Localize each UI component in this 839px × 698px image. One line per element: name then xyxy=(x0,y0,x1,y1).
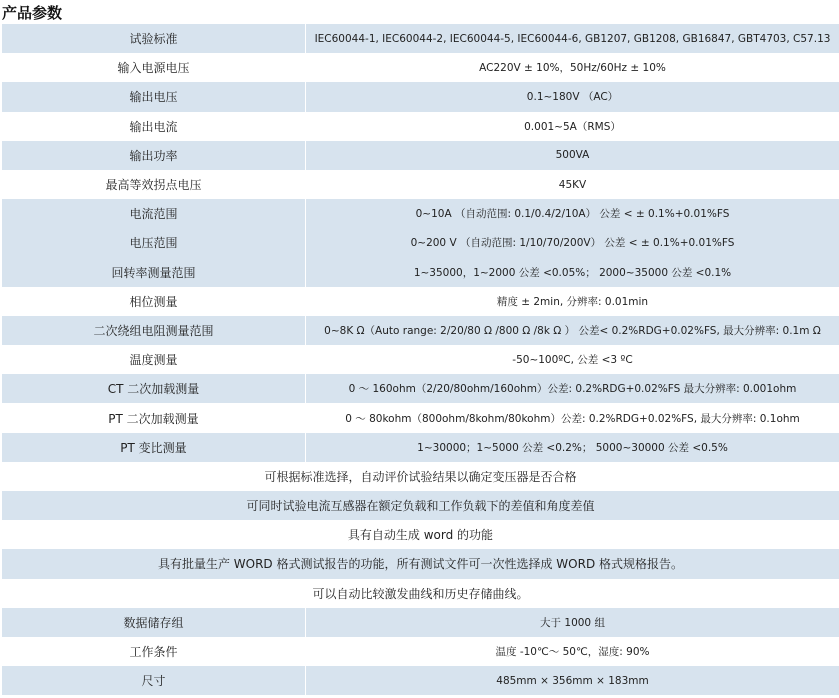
table-row xyxy=(2,608,839,637)
feature-row xyxy=(2,549,839,578)
table-row xyxy=(2,199,839,228)
row-label: 输入电源电压 xyxy=(2,53,306,82)
table-row xyxy=(2,287,839,316)
row-value: 0~200 V （自动范围: 1/10/70/200V） 公差 < ± 0.1%+0.01%FS xyxy=(306,228,839,257)
table-row xyxy=(2,228,839,257)
row-value: 1~30000；1~5000 公差 <0.2%； 5000~30000 公差 <0.5% xyxy=(306,433,839,462)
table-row xyxy=(2,316,839,345)
row-label: 工作条件 xyxy=(2,637,306,666)
row-label: 回转率测量范围 xyxy=(2,258,306,287)
row-value: 0.001~5A（RMS） xyxy=(524,120,621,133)
row-value: 485mm × 356mm × 183mm xyxy=(306,666,839,695)
table-row xyxy=(2,170,839,199)
row-label: PT 变比测量 xyxy=(2,433,306,462)
row-label: 相位测量 xyxy=(2,287,306,316)
row-label: 输出电流 xyxy=(2,112,306,141)
feature-text: 可以自动比较激发曲线和历史存储曲线。 xyxy=(312,586,529,601)
spec-table xyxy=(2,24,839,695)
row-label: CT 二次加载测量 xyxy=(2,374,306,403)
row-value: 0.1~180V （AC） xyxy=(306,82,839,111)
row-value: 温度 -10℃～ 50℃，湿度: 90% xyxy=(495,646,650,659)
feature-row xyxy=(2,520,839,549)
row-label: 电压范围 xyxy=(2,228,306,257)
table-row xyxy=(2,374,839,403)
row-label: 电流范围 xyxy=(2,199,306,228)
row-label: 最高等效拐点电压 xyxy=(2,170,306,199)
row-value: AC220V ± 10%，50Hz/60Hz ± 10% xyxy=(479,62,666,75)
table-row xyxy=(2,637,839,666)
row-value: 1~35000，1~2000 公差 <0.05%； 2000~35000 公差 <0.1% xyxy=(306,258,839,287)
feature-text: 具有批量生产 WORD 格式测试报告的功能，所有测试文件可一次性选择成 WORD 格式规格报告。 xyxy=(2,549,839,578)
table-row xyxy=(2,345,839,374)
row-value: 45KV xyxy=(558,178,587,191)
feature-row xyxy=(2,491,839,520)
row-label: 数据储存组 xyxy=(2,608,306,637)
table-row xyxy=(2,112,839,141)
row-value: 0 ～ 80kohm（800ohm/8kohm/80kohm）公差: 0.2%RDG+0.02%FS, 最大分辨率: 0.1ohm xyxy=(345,412,800,425)
feature-text: 具有自动生成 word 的功能 xyxy=(347,528,494,543)
table-row xyxy=(2,403,839,432)
row-label: 输出功率 xyxy=(2,141,306,170)
feature-row xyxy=(2,462,839,491)
row-value: -50~100ºC, 公差 <3 ºC xyxy=(512,354,633,367)
feature-text: 可根据标准选择，自动评价试验结果以确定变压器是否合格 xyxy=(264,469,577,484)
row-value: IEC60044-1, IEC60044-2, IEC60044-5, IEC60044-6, GB1207, GB1208, GB16847, GBT4703, C57.13 xyxy=(306,24,839,53)
row-value: 0 ～ 160ohm（2/20/80ohm/160ohm）公差: 0.2%RDG+0.02%FS 最大分辨率: 0.001ohm xyxy=(306,374,839,403)
row-label: 输出电压 xyxy=(2,82,306,111)
row-label: 试验标准 xyxy=(2,24,306,53)
table-row xyxy=(2,141,839,170)
row-label: 二次绕组电阻测量范围 xyxy=(2,316,306,345)
row-value: 0~10A （自动范围: 0.1/0.4/2/10A） 公差 < ± 0.1%+0.01%FS xyxy=(306,199,839,228)
table-row xyxy=(2,433,839,462)
row-label: PT 二次加载测量 xyxy=(2,403,306,432)
table-row xyxy=(2,82,839,111)
feature-text: 可同时试验电流互感器在额定负载和工作负载下的差值和角度差值 xyxy=(2,491,839,520)
table-row xyxy=(2,24,839,53)
table-row xyxy=(2,666,839,695)
row-value: 精度 ± 2min, 分辨率: 0.01min xyxy=(496,295,649,308)
row-value: 0~8K Ω（Auto range: 2/20/80 Ω /800 Ω /8k Ω ） 公差< 0.2%RDG+0.02%FS, 最大分辨率: 0.1m Ω xyxy=(306,316,839,345)
table-row xyxy=(2,258,839,287)
row-label: 尺寸 xyxy=(2,666,306,695)
table-row xyxy=(2,53,839,82)
row-value: 500VA xyxy=(306,141,839,170)
row-label: 温度测量 xyxy=(2,345,306,374)
row-value: 大于 1000 组 xyxy=(306,608,839,637)
page-title: 产品参数 xyxy=(2,4,63,22)
feature-row xyxy=(2,579,839,608)
